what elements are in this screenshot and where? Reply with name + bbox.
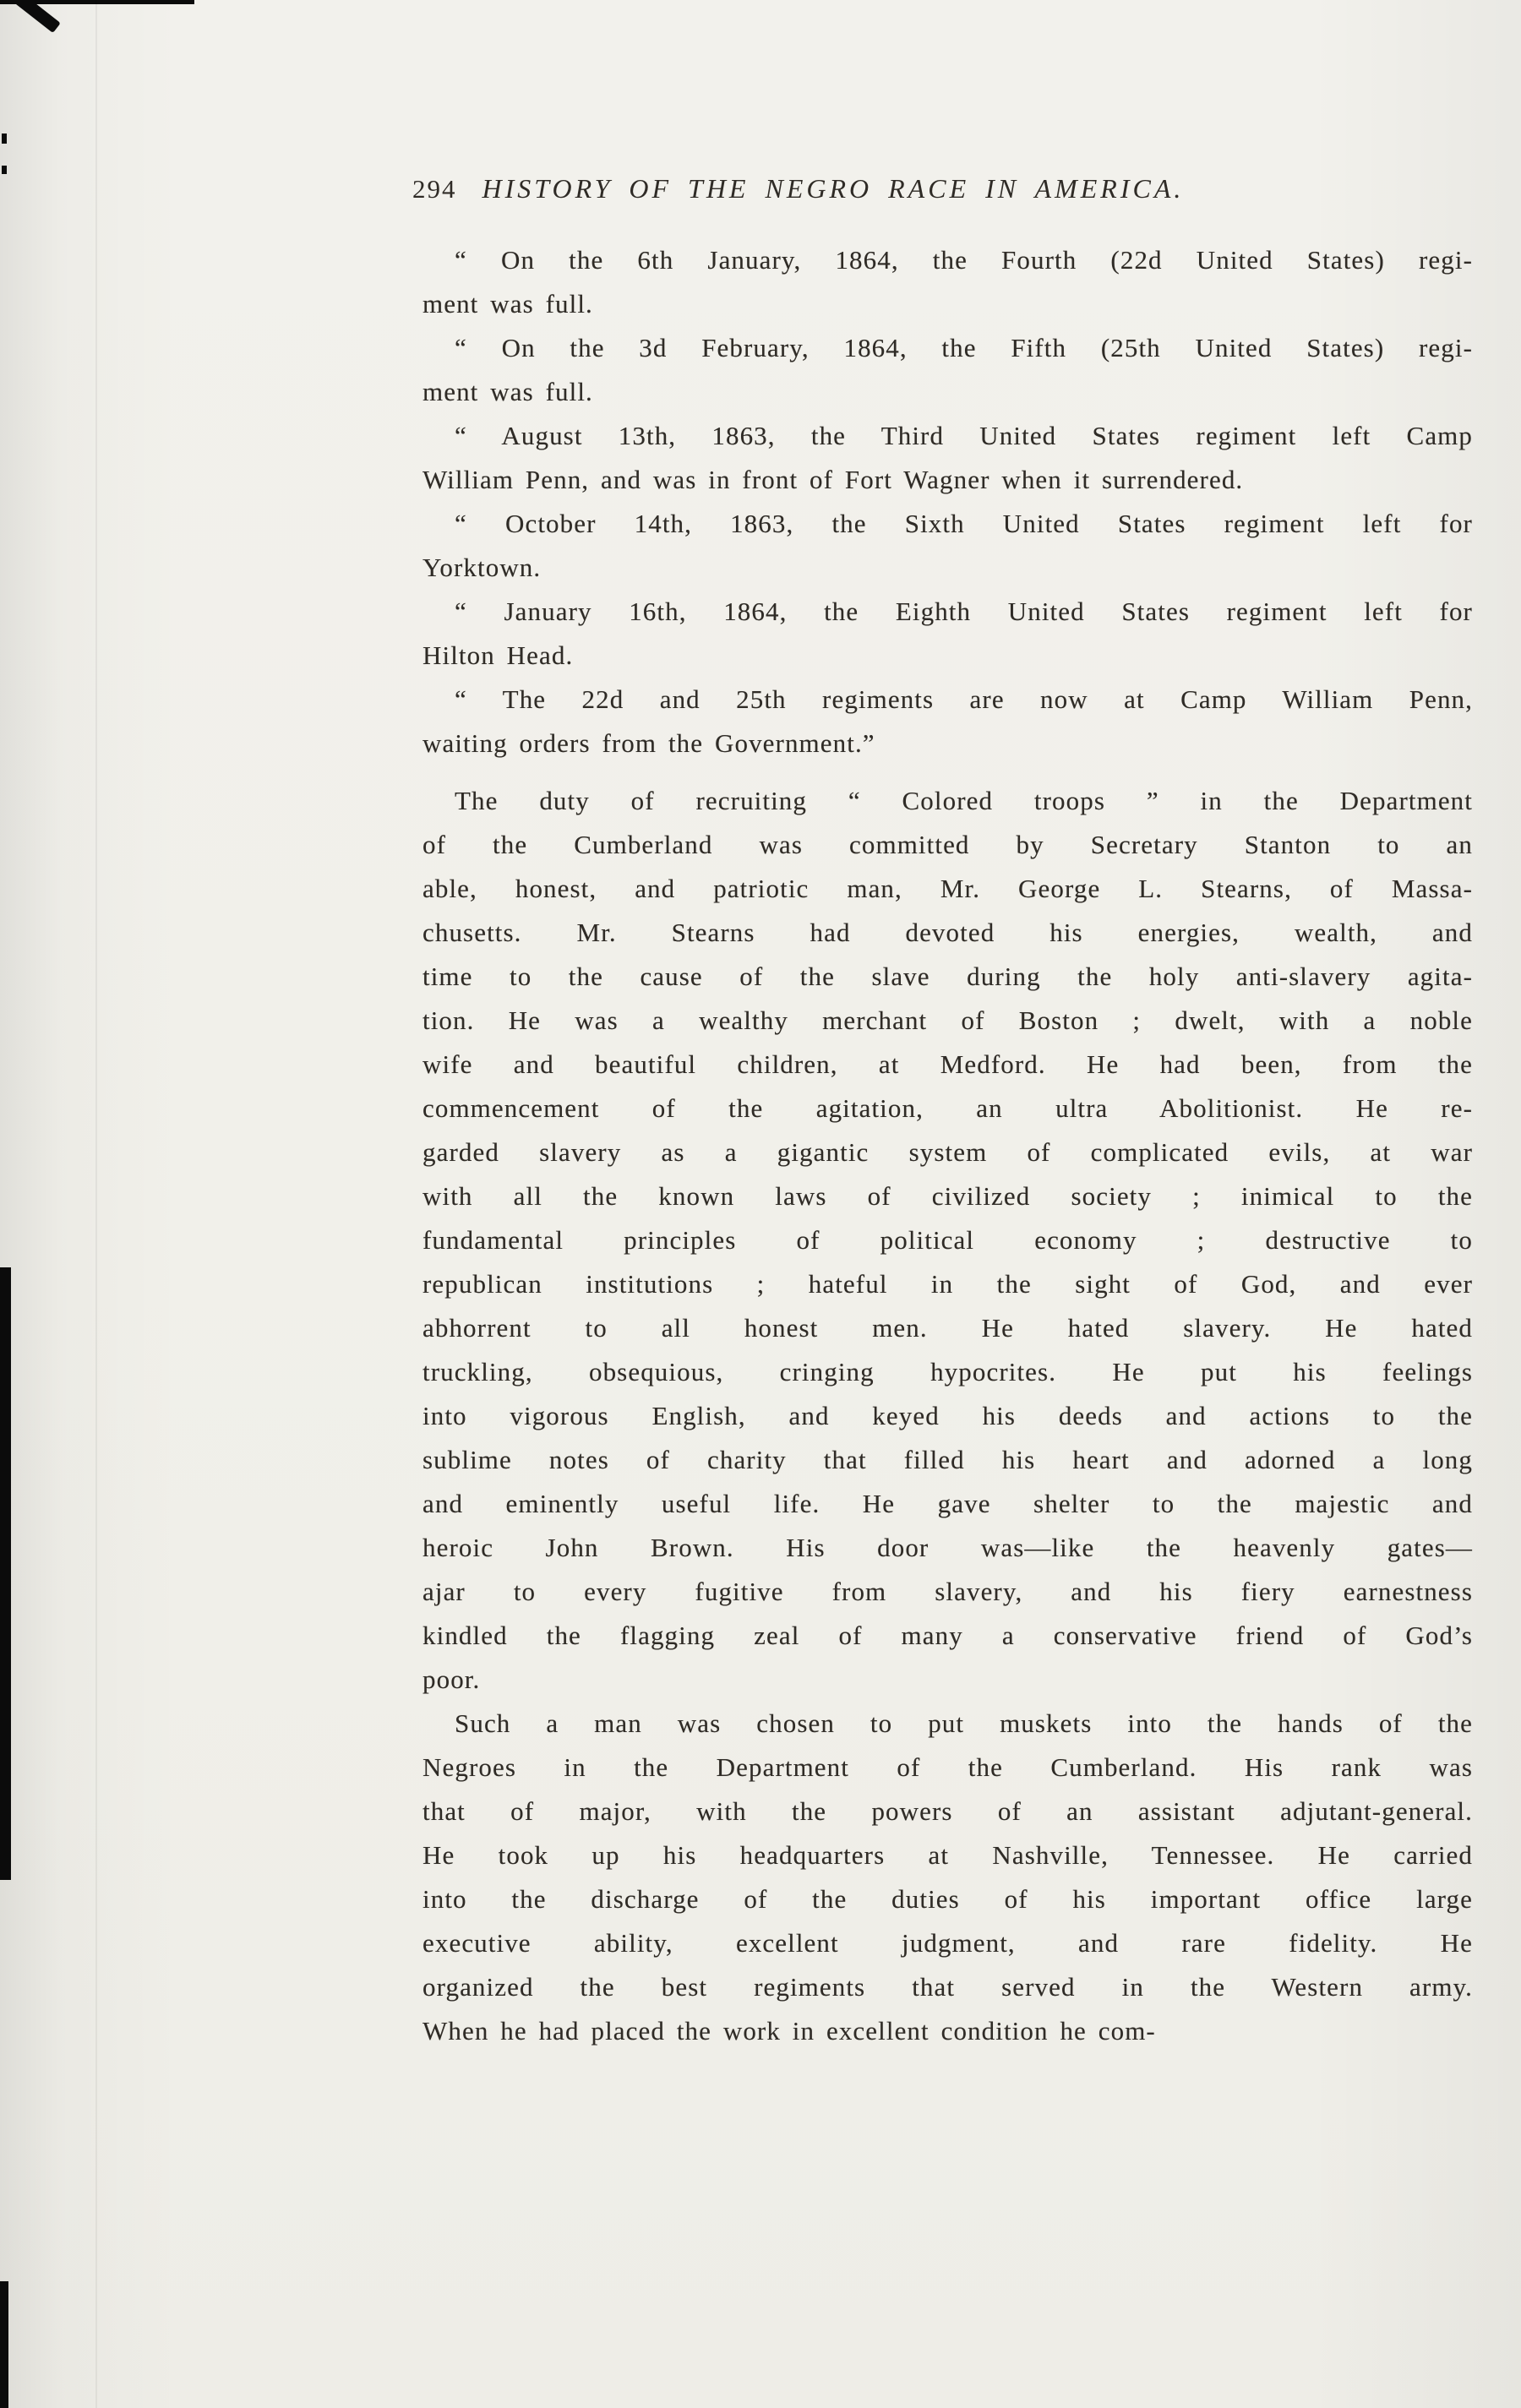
scan-artifact-top-left-mark: [10, 0, 61, 33]
text-line: When he had placed the work in excellent condition he com-: [422, 2016, 1156, 2046]
text-line: Such a man was chosen to put muskets into the hands of the: [455, 1708, 1473, 1738]
text-line: able, honest, and patriotic man, Mr. George L. Stearns, of Massa-: [422, 874, 1473, 903]
text-line: “ October 14th, 1863, the Sixth United States regiment left for: [455, 509, 1473, 538]
text-line: “ On the 3d February, 1864, the Fifth (25th United States) regi-: [455, 333, 1473, 362]
page-header: [412, 173, 1184, 204]
text-line: truckling, obsequious, cringing hypocrites. He put his feelings: [422, 1357, 1473, 1387]
text-line: and eminently useful life. He gave shelter to the majestic and: [422, 1489, 1473, 1518]
text-line: into the discharge of the duties of his important office large: [422, 1884, 1473, 1914]
text-line: of the Cumberland was committed by Secretary Stanton to an: [422, 830, 1473, 859]
text-line: Negroes in the Department of the Cumberland. His rank was: [422, 1752, 1473, 1782]
text-line: garded slavery as a gigantic system of complicated evils, at war: [422, 1137, 1473, 1167]
text-line: “ The 22d and 25th regiments are now at Camp William Penn,: [455, 684, 1473, 714]
text-line: sublime notes of charity that filled his heart and adorned a long: [422, 1445, 1473, 1474]
quoted-paragraph: [422, 414, 1473, 502]
quoted-paragraph: [422, 326, 1473, 414]
text-line: that of major, with the powers of an assistant adjutant-general.: [422, 1796, 1473, 1826]
running-title: HISTORY OF THE NEGRO RACE IN AMERICA.: [482, 173, 1185, 204]
text-line: waiting orders from the Government.”: [422, 728, 875, 758]
quoted-paragraph: [422, 678, 1473, 765]
quoted-paragraph: [422, 502, 1473, 590]
text-line: republican institutions ; hateful in the sight of God, and ever: [422, 1269, 1473, 1299]
text-line: “ On the 6th January, 1864, the Fourth (22d United States) regi-: [455, 245, 1473, 275]
quoted-paragraph: [422, 238, 1473, 326]
text-line: ajar to every fugitive from slavery, and his fiery earnestness: [422, 1577, 1473, 1606]
scan-artifact-bottom-left-band: [0, 2281, 8, 2408]
scan-artifact-left-band: [0, 1267, 11, 1880]
text-line: executive ability, excellent judgment, and rare fidelity. He: [422, 1928, 1473, 1958]
text-line: commencement of the agitation, an ultra Abolitionist. He re-: [422, 1093, 1473, 1123]
text-line: wife and beautiful children, at Medford. He had been, from the: [422, 1049, 1473, 1079]
binding-crease: [95, 0, 97, 2408]
body-paragraph: [422, 779, 1473, 1702]
text-line: abhorrent to all honest men. He hated slavery. He hated: [422, 1313, 1473, 1343]
text-line: The duty of recruiting “ Colored troops ” in the Department: [455, 786, 1473, 815]
text-line: “ August 13th, 1863, the Third United States regiment left Camp: [455, 421, 1473, 450]
text-line: into vigorous English, and keyed his deeds and actions to the: [422, 1401, 1473, 1430]
text-line: He took up his headquarters at Nashville, Tennessee. He carried: [422, 1840, 1473, 1870]
text-line: Hilton Head.: [422, 640, 574, 670]
text-line: William Penn, and was in front of Fort Wagner when it surrendered.: [422, 465, 1244, 494]
text-line: heroic John Brown. His door was—like the heavenly gates—: [422, 1533, 1473, 1562]
text-line: tion. He was a wealthy merchant of Boston ; dwelt, with a noble: [422, 1005, 1473, 1035]
quoted-paragraph: [422, 590, 1473, 678]
text-line: time to the cause of the slave during the holy anti-slavery agita-: [422, 962, 1473, 991]
page-text-column: [422, 238, 1473, 2053]
text-line: with all the known laws of civilized society ; inimical to the: [422, 1181, 1473, 1211]
scan-artifact-left-dot: [2, 166, 7, 174]
text-line: Yorktown.: [422, 553, 542, 582]
page-number: 294: [412, 174, 457, 204]
text-line: kindled the flagging zeal of many a conservative friend of God’s: [422, 1621, 1473, 1650]
text-line: chusetts. Mr. Stearns had devoted his energies, wealth, and: [422, 918, 1473, 947]
text-line: “ January 16th, 1864, the Eighth United States regiment left for: [455, 597, 1473, 626]
text-line: fundamental principles of political economy ; destructive to: [422, 1225, 1473, 1255]
text-line: ment was full.: [422, 377, 593, 406]
body-paragraph: [422, 1702, 1473, 2053]
scan-artifact-left-dot: [2, 133, 7, 144]
text-line: organized the best regiments that served in the Western army.: [422, 1972, 1473, 2002]
text-line: poor.: [422, 1664, 481, 1694]
text-line: ment was full.: [422, 289, 593, 319]
